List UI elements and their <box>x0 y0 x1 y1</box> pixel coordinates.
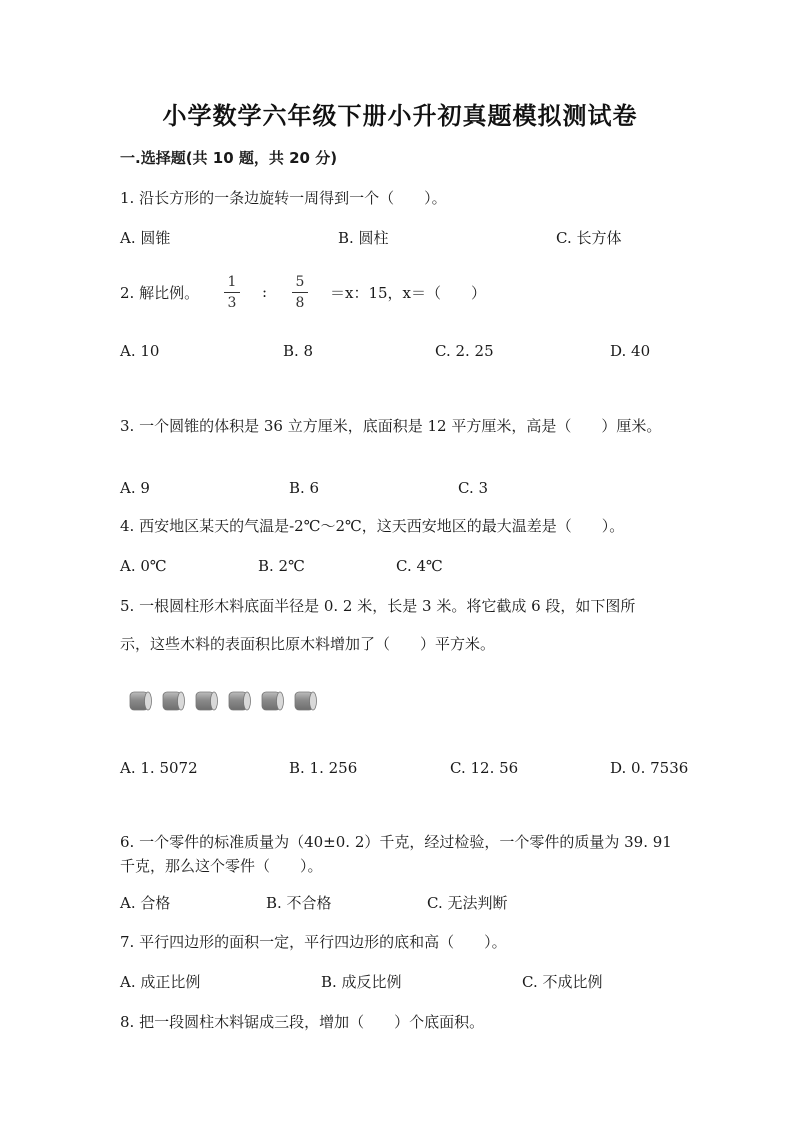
fraction-numerator: 1 <box>227 274 237 290</box>
fraction-five-eighths <box>292 274 308 311</box>
cylinder-pieces-svg <box>128 688 328 714</box>
fraction-denominator: 8 <box>295 295 305 311</box>
question-7: 7. 平行四边形的面积一定，平行四边形的底和高（ ）。 <box>120 933 507 951</box>
wood-piece-icon <box>295 692 317 710</box>
q4-option-a: A. 0℃ <box>120 557 167 575</box>
wood-piece-icon <box>262 692 284 710</box>
fraction-bar <box>292 292 308 293</box>
wood-pieces-figure <box>128 688 328 714</box>
question-2-prefix: 2. 解比例。 <box>120 284 200 302</box>
q5-option-b: B. 1. 256 <box>289 759 358 777</box>
question-8: 8. 把一段圆柱木料锯成三段，增加（ ）个底面积。 <box>120 1013 485 1031</box>
q3-option-a: A. 9 <box>120 479 150 497</box>
question-5-line-2: 示，这些木料的表面积比原木料增加了（ ）平方米。 <box>120 635 496 653</box>
question-5-line-1: 5. 一根圆柱形木料底面半径是 0. 2 米，长是 3 米。将它截成 6 段，如下图所 <box>120 597 636 615</box>
q5-option-c: C. 12. 56 <box>450 759 519 777</box>
fraction-bar <box>224 292 240 293</box>
q2-option-c: C. 2. 25 <box>435 342 494 360</box>
question-2-suffix: ＝x：15，x＝（ ） <box>330 284 487 302</box>
q3-option-c: C. 3 <box>458 479 489 497</box>
section-title: 一.选择题(共 10 题，共 20 分) <box>120 149 338 167</box>
q2-option-d: D. 40 <box>610 342 651 360</box>
q4-option-c: C. 4℃ <box>396 557 443 575</box>
q6-option-a: A. 合格 <box>120 894 171 912</box>
q3-option-b: B. 6 <box>289 479 320 497</box>
fraction-one-third <box>224 274 240 311</box>
fraction-numerator: 5 <box>295 274 305 290</box>
q4-option-b: B. 2℃ <box>258 557 305 575</box>
question-4: 4. 西安地区某天的气温是-2℃～2℃，这天西安地区的最大温差是（ ）。 <box>120 517 625 535</box>
q1-option-b: B. 圆柱 <box>338 229 389 247</box>
wood-piece-icon <box>229 692 251 710</box>
wood-piece-icon <box>196 692 218 710</box>
wood-piece-icon <box>130 692 152 710</box>
q1-option-a: A. 圆锥 <box>120 229 171 247</box>
q6-option-c: C. 无法判断 <box>427 894 508 912</box>
q5-option-a: A. 1. 5072 <box>120 759 198 777</box>
question-6: 6. 一个零件的标准质量为（40±0. 2）千克，经过检验，一个零件的质量为 39. 91 千克，那么这个零件（ ）。 <box>120 833 672 875</box>
question-3: 3. 一个圆锥的体积是 36 立方厘米，底面积是 12 平方厘米，高是（ ）厘米。 <box>120 417 662 435</box>
q7-option-b: B. 成反比例 <box>321 973 402 991</box>
q7-option-a: A. 成正比例 <box>120 973 201 991</box>
page-title: 小学数学六年级下册小升初真题模拟测试卷 <box>162 102 638 130</box>
wood-piece-icon <box>163 692 185 710</box>
q5-option-d: D. 0. 7536 <box>610 759 689 777</box>
ratio-colon: : <box>262 283 268 301</box>
q7-option-c: C. 不成比例 <box>522 973 603 991</box>
fraction-denominator: 3 <box>227 295 237 311</box>
q6-option-b: B. 不合格 <box>266 894 332 912</box>
question-1: 1. 沿长方形的一条边旋转一周得到一个（ ）。 <box>120 189 447 207</box>
q2-option-a: A. 10 <box>120 342 160 360</box>
cylinder-pieces <box>130 692 317 710</box>
q1-option-c: C. 长方体 <box>556 229 622 247</box>
q2-option-b: B. 8 <box>283 342 314 360</box>
